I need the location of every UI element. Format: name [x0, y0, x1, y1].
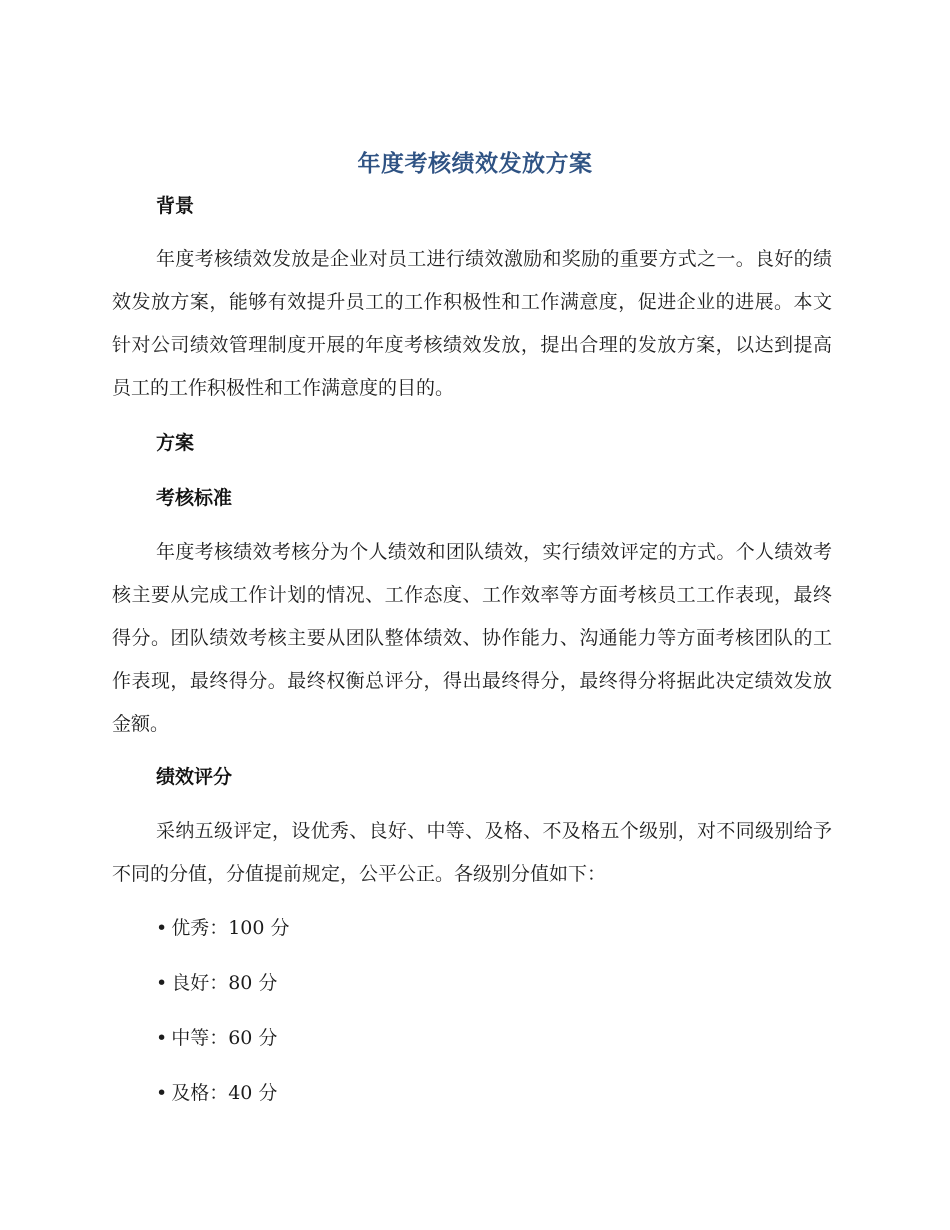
- bullet-icon: •: [156, 972, 168, 994]
- heading-background: 背景: [156, 195, 195, 217]
- list-item: [156, 968, 277, 998]
- bullet-icon: •: [156, 1027, 168, 1049]
- list-item-text: 优秀：100 分: [171, 917, 290, 939]
- heading-plan: 方案: [156, 432, 195, 454]
- list-item: [156, 1023, 277, 1053]
- list-item-text: 中等：60 分: [171, 1027, 278, 1049]
- heading-scoring: 绩效评分: [156, 766, 233, 788]
- paragraph-background: 年度考核绩效发放是企业对员工进行绩效激励和奖励的重要方式之一。良好的绩效发放方案，能够有效提升员工的工作积极性和工作满意度，促进企业的进展。本文针对公司绩效管理制度开展的年度考核绩效发放，提出合理的发放方案，以达到提高员工的工作积极性和工作满意度的目的。: [112, 248, 832, 399]
- bullet-icon: •: [156, 917, 168, 939]
- paragraph-criteria: 年度考核绩效考核分为个人绩效和团队绩效，实行绩效评定的方式。个人绩效考核主要从完成工作计划的情况、工作态度、工作效率等方面考核员工工作表现，最终得分。团队绩效考核主要从团队整体绩效、协作能力、沟通能力等方面考核团队的工作表现，最终得分。最终权衡总评分，得出最终得分，最终得分将据此决定绩效发放金额。: [112, 541, 832, 735]
- bullet-icon: •: [156, 1082, 168, 1104]
- heading-criteria: 考核标准: [156, 487, 233, 509]
- list-item: [156, 913, 290, 943]
- document-title: 年度考核绩效发放方案: [357, 151, 593, 177]
- list-item-text: 及格：40 分: [171, 1082, 278, 1104]
- list-item: [156, 1078, 277, 1108]
- list-item-text: 良好：80 分: [171, 972, 278, 994]
- paragraph-scoring: 采纳五级评定，设优秀、良好、中等、及格、不及格五个级别，对不同级别给予不同的分值，分值提前规定，公平公正。各级别分值如下：: [112, 820, 832, 885]
